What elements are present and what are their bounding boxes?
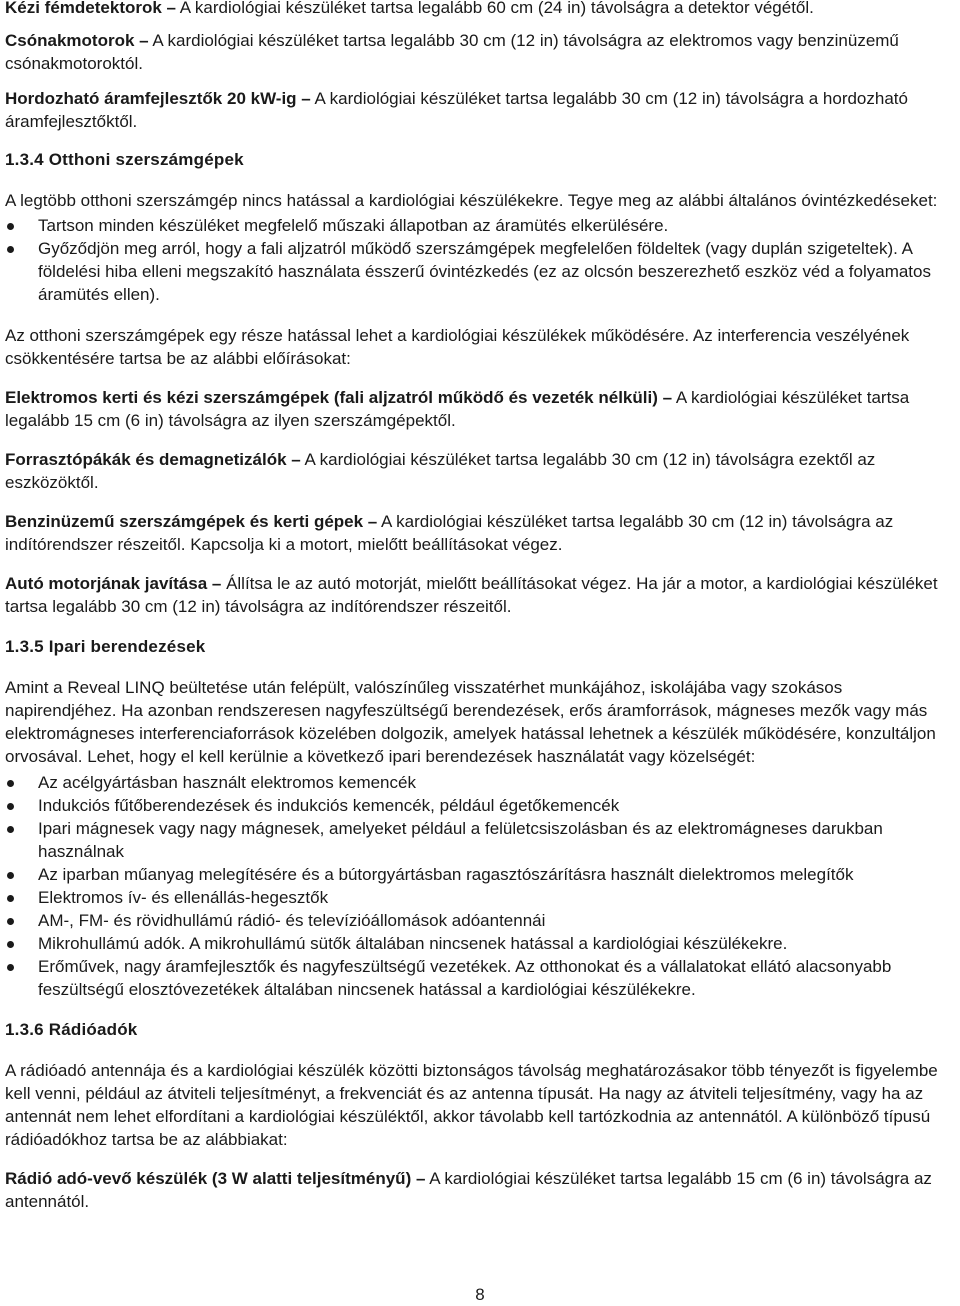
section-heading-1-3-6: 1.3.6 Rádióadók xyxy=(5,1020,138,1039)
list-item: Erőművek, nagy áramfejlesztők és nagyfeszültségű vezetékek. Az otthonokat és a vállalatokat ellátó alacsonyabb feszültségű elosztóvezetékek általában nincsenek hatással a kardiológiai készülékekre. xyxy=(5,955,955,1001)
device-distance-list xyxy=(5,0,955,133)
section-heading-1-3-4: 1.3.4 Otthoni szerszámgépek xyxy=(5,150,244,169)
page-number: 8 xyxy=(475,1285,485,1304)
list-item: Mikrohullámú adók. A mikrohullámú sütők általában nincsenek hatással a kardiológiai készülékekre. xyxy=(5,932,955,955)
item-soldering-irons: Forrasztópákák és demagnetizálók – A kardiológiai készüléket tartsa legalább 30 cm (12 in) távolságra ezektől az eszközöktől. xyxy=(5,450,876,492)
item-boat-motors: Csónakmotorok – A kardiológiai készüléket tartsa legalább 30 cm (12 in) távolságra az elektromos vagy benzinüzemű csónakmotoroktól. xyxy=(5,31,899,73)
item-handheld-metal-detectors: Kézi fémdetektorok – A kardiológiai készüléket tartsa legalább 60 cm (24 in) távolságra a detektor végétől. xyxy=(5,0,814,17)
list-item: Elektromos ív- és ellenállás-hegesztők xyxy=(5,886,955,909)
list-item: Ipari mágnesek vagy nagy mágnesek, amelyeket például a felületcsiszolásban és az elektromágneses darukban használnak xyxy=(5,817,955,863)
list-item: Az iparban műanyag melegítésére és a bútorgyártásban ragasztószárításra használt dielektromos melegítők xyxy=(5,863,955,886)
item-garden-tools: Elektromos kerti és kézi szerszámgépek (fali aljzatról működő és vezeték nélküli) – A kardiológiai készüléket tartsa legalább 15 cm (6 in) távolságra az ilyen szerszámgépektől. xyxy=(5,388,910,430)
item-portable-generators: Hordozható áramfejlesztők 20 kW-ig – A kardiológiai készüléket tartsa legalább 30 cm (12 in) távolságra a hordozható áramfejlesztőktől. xyxy=(5,89,908,131)
section-para-1-3-5: Amint a Reveal LINQ beültetése után felépült, valószínűleg visszatérhet munkájához, iskolájába vagy szokásos napirendjéhez. Ha azonban rendszeresen nagyfeszültségű berendezések, erős áramforrások, mágneses mezők vagy más elektromágneses interferenciaforrások közelében dolgozik, amelyek hatással lehetnek a készülék működésére, konzultáljon orvosával. Lehet, hogy el kell kerülnie a következő ipari berendezések használatát vagy közelségét: xyxy=(5,678,936,766)
industrial-equipment-list xyxy=(5,771,955,1001)
list-item: Győződjön meg arról, hogy a fali aljzatról működő szerszámgépek megfelelően földeltek (vagy duplán szigeteltek). A földelési hiba elleni megszakító használata ésszerű óvintézkedés (ez az olcsón beszerezhető eszköz véd a folyamatos áramütés ellen). xyxy=(5,237,955,306)
precautions-list xyxy=(5,214,955,306)
item-gasoline-tools: Benzinüzemű szerszámgépek és kerti gépek – A kardiológiai készüléket tartsa legalább 30 cm (12 in) távolságra az indítórendszer részeitől. Kapcsolja ki a motort, mielőtt beállításokat végez. xyxy=(5,512,894,554)
item-radio-transceiver: Rádió adó-vevő készülék (3 W alatti teljesítményű) – A kardiológiai készüléket tartsa legalább 15 cm (6 in) távolságra az antennától. xyxy=(5,1169,932,1211)
list-item: Tartson minden készüléket megfelelő műszaki állapotban az áramütés elkerülésére. xyxy=(5,214,955,237)
item-car-engine-repair: Autó motorjának javítása – Állítsa le az autó motorját, mielőtt beállításokat végez. Ha jár a motor, a kardiológiai készüléket tartsa legalább 30 cm (12 in) távolságra az indítórendszer részeitől. xyxy=(5,574,938,616)
section-intro-1-3-4: A legtöbb otthoni szerszámgép nincs hatással a kardiológiai készülékekre. Tegye meg az alábbi általános óvintézkedéseket: xyxy=(5,191,938,210)
section-heading-1-3-5: 1.3.5 Ipari berendezések xyxy=(5,637,206,656)
list-item: Az acélgyártásban használt elektromos kemencék xyxy=(5,771,955,794)
list-item: Indukciós fűtőberendezések és indukciós kemencék, például égetőkemencék xyxy=(5,794,955,817)
list-item: AM-, FM- és rövidhullámú rádió- és televízióállomások adóantennái xyxy=(5,909,955,932)
section-para-1-3-4: Az otthoni szerszámgépek egy része hatással lehet a kardiológiai készülékek működésére. Az interferencia veszélyének csökkentésére tartsa be az alábbi előírásokat: xyxy=(5,326,910,368)
document-page xyxy=(5,0,955,1213)
section-para-1-3-6: A rádióadó antennája és a kardiológiai készülék közötti biztonságos távolság meghatározásakor több tényezőt is figyelembe kell venni, például az átviteli teljesítményt, a frekvenciát és az antenna típusát. Ha nagy az átviteli teljesítmény, vagy ha az antennát nem lehet elfordítani a kardiológiai készüléktől, akkor távolabb kell tartózkodnia az antennától. A különböző típusú rádióadókhoz tartsa be az alábbiakat: xyxy=(5,1061,938,1149)
